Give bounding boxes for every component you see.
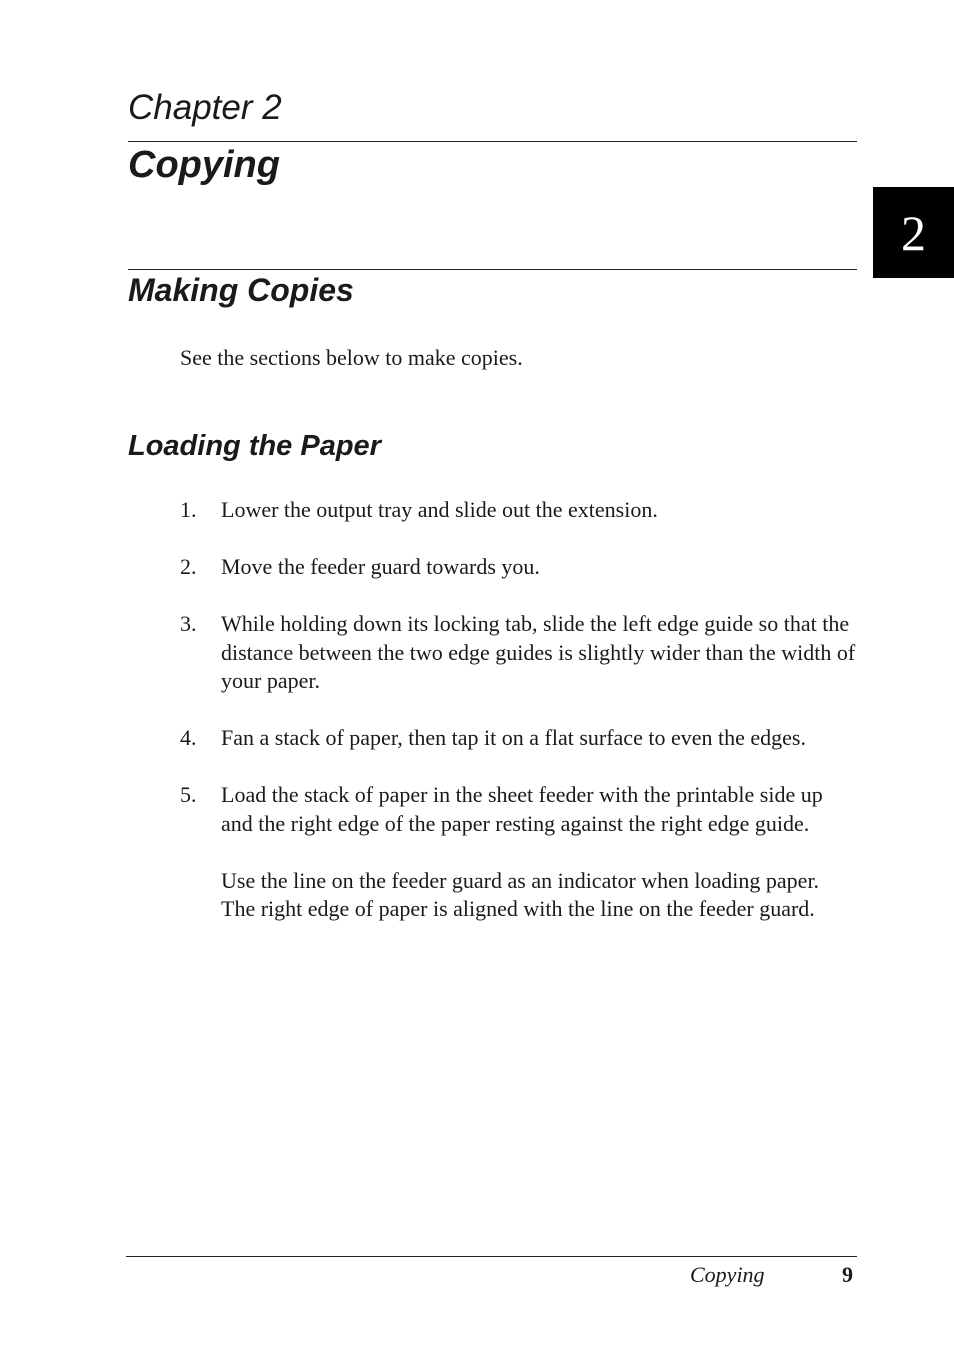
step-item <box>180 724 856 753</box>
section-intro: See the sections below to make copies. <box>180 345 523 370</box>
step-text: While holding down its locking tab, slide the left edge guide so that the distance between the two edge guides is slightly wider than the width of your paper. <box>221 611 856 693</box>
steps-list <box>180 496 856 952</box>
step-body <box>221 553 856 582</box>
step-item <box>180 781 856 924</box>
step-item <box>180 496 856 525</box>
step-body <box>221 724 856 753</box>
step-text: Fan a stack of paper, then tap it on a flat surface to even the edges. <box>221 725 806 750</box>
step-body <box>221 496 856 525</box>
section-title: Making Copies <box>128 272 354 308</box>
chapter-label: Chapter 2 <box>128 88 282 127</box>
step-text: Load the stack of paper in the sheet feeder with the printable side up and the right edge of the paper resting against the right edge guide. <box>221 782 823 836</box>
step-number: 5. <box>180 782 197 807</box>
step-text: Move the feeder guard towards you. <box>221 554 540 579</box>
step-text: Lower the output tray and slide out the extension. <box>221 497 658 522</box>
step-number: 2. <box>180 554 197 579</box>
footer-page-number: 9 <box>842 1262 853 1287</box>
chapter-tab-number: 2 <box>901 204 926 261</box>
footer-chapter-title: Copying <box>690 1262 765 1287</box>
chapter-tab <box>873 187 954 278</box>
footer-rule <box>126 1256 857 1257</box>
subsection-title: Loading the Paper <box>128 430 381 462</box>
chapter-title: Copying <box>128 144 280 186</box>
step-number: 4. <box>180 725 197 750</box>
step-note: Use the line on the feeder guard as an indicator when loading paper. The right edge of paper is aligned with the line on the feeder guard. <box>221 867 820 921</box>
step-body <box>221 781 856 924</box>
step-item <box>180 553 856 582</box>
step-body <box>221 610 856 696</box>
step-number: 1. <box>180 497 197 522</box>
step-item <box>180 610 856 696</box>
step-number: 3. <box>180 611 197 636</box>
